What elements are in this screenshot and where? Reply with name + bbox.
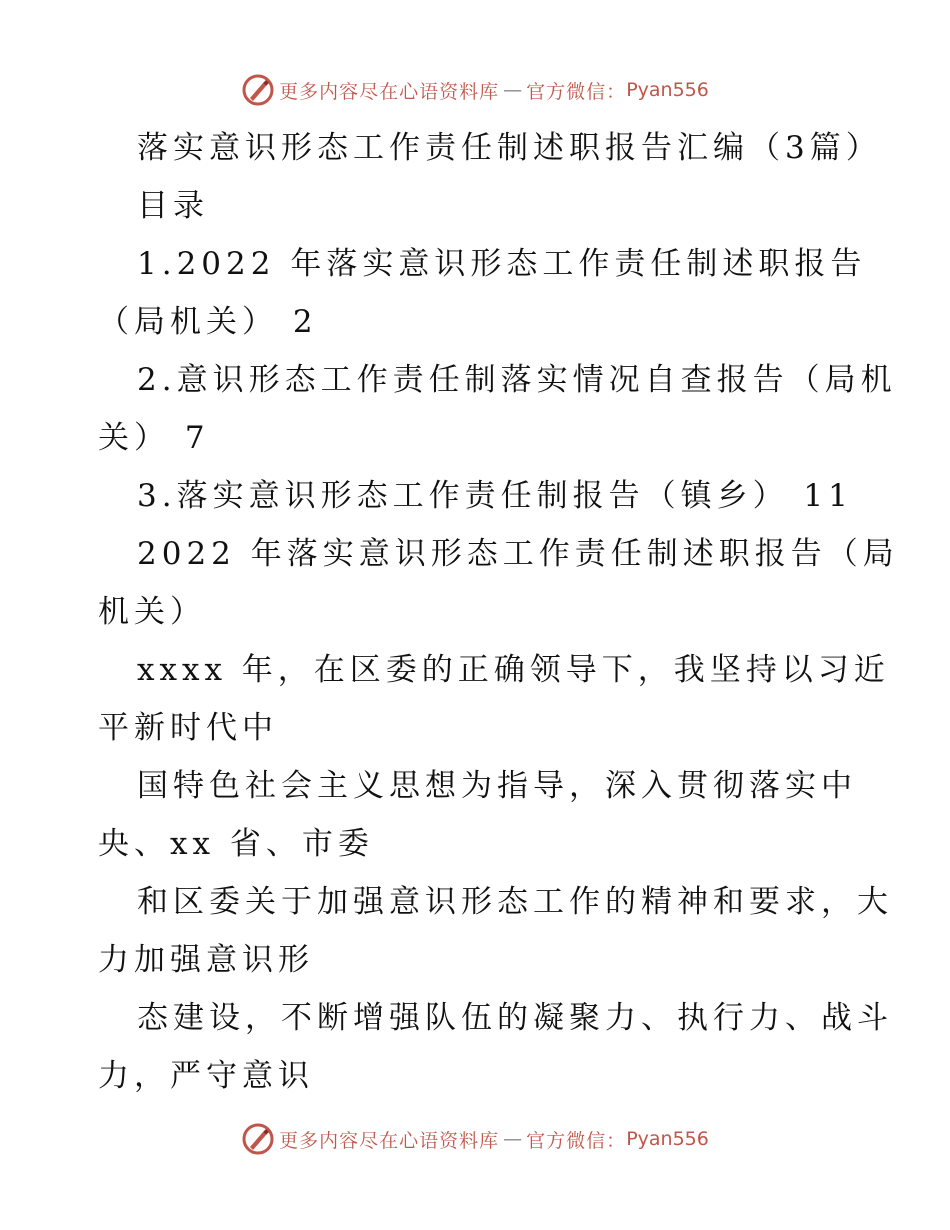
watermark-wechat-label: 官方微信：: [526, 80, 627, 103]
pen-logo-icon: [241, 1122, 275, 1156]
toc-item-1-cont: （局机关） 2: [98, 304, 318, 340]
watermark-site-text: 更多内容尽在心语资料库: [279, 80, 500, 103]
toc-item-2-cont: 关） 7: [98, 420, 210, 456]
watermark-wechat-label: 官方微信：: [526, 1129, 627, 1152]
toc-item-2: 2.意识形态工作责任制落实情况自查报告（局机: [137, 362, 897, 398]
paragraph-line: 央、xx 省、市委: [98, 826, 374, 862]
paragraph-line: 和区委关于加强意识形态工作的精神和要求，大: [137, 884, 893, 920]
paragraph-line: xxxx 年，在区委的正确领导下，我坚持以习近: [137, 652, 890, 688]
watermark-separator: —: [503, 1128, 523, 1150]
watermark-banner-bottom: [0, 1119, 950, 1159]
document-title: 落实意识形态工作责任制述职报告汇编（3篇）: [137, 130, 882, 166]
section-heading: 2022 年落实意识形态工作责任制述职报告（局: [137, 536, 899, 572]
toc-item-1: 1.2022 年落实意识形态工作责任制述职报告: [137, 246, 867, 282]
watermark-banner-top: [0, 70, 950, 110]
pen-logo-icon: [241, 73, 275, 107]
watermark-site-text: 更多内容尽在心语资料库: [279, 1129, 500, 1152]
watermark-wechat-id: Pyan556: [626, 1128, 709, 1150]
paragraph-line: 国特色社会主义思想为指导，深入贯彻落实中: [137, 768, 857, 804]
watermark-wechat-id: Pyan556: [626, 79, 709, 101]
paragraph-line: 力加强意识形: [98, 942, 314, 978]
toc-item-3: 3.落实意识形态工作责任制报告（镇乡） 11: [137, 478, 853, 514]
paragraph-line: 力，严守意识: [98, 1058, 314, 1094]
paragraph-line: 平新时代中: [98, 710, 278, 746]
section-heading-cont: 机关）: [98, 594, 206, 630]
watermark-separator: —: [503, 79, 523, 101]
toc-heading: 目录: [137, 188, 209, 224]
paragraph-line: 态建设，不断增强队伍的凝聚力、执行力、战斗: [137, 1000, 893, 1036]
